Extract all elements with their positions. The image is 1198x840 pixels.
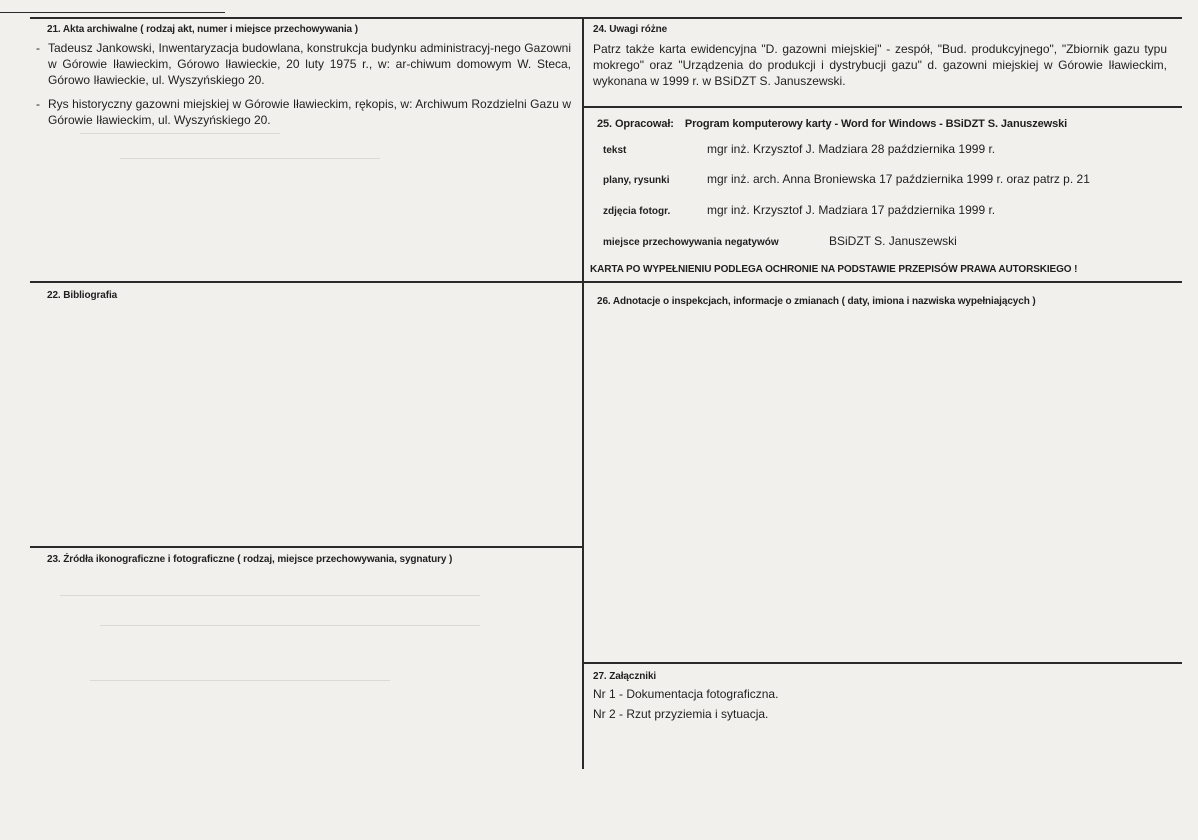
author-row-label: plany, rysunki xyxy=(603,175,670,186)
rule-under-21 xyxy=(30,281,582,283)
author-row-value: BSiDZT S. Januszewski xyxy=(829,234,957,248)
author-row-text xyxy=(603,142,995,156)
author-row-value: mgr inż. Krzysztof J. Madziara 17 października 1999 r. xyxy=(707,203,996,217)
section-26-title: 26. Adnotacje o inspekcjach, informacje o zmianach ( daty, imiona i nazwiska wypełniających ) xyxy=(597,296,1036,307)
attachment-item: Nr 2 - Rzut przyziemia i sytuacja. xyxy=(593,707,769,721)
archival-record-item: - Tadeusz Jankowski, Inwentaryzacja budowlana, konstrukcja budynku administracyj-nego Gazowni w Górowie Iławieckim, Górowo Iławieckie, 20 luty 1975 r., w: ar-chiwum domowym W. Steca, Górowo Iławieckie, ul. Wyszyńskiego 20. xyxy=(36,41,571,87)
section-attachments xyxy=(593,671,1153,722)
rule-under-26 xyxy=(584,662,1182,664)
attachment-item: Nr 1 - Dokumentacja fotograficzna. xyxy=(593,687,779,701)
section-archival-records xyxy=(36,24,571,128)
author-row-value: mgr inż. Krzysztof J. Madziara 28 października 1999 r. xyxy=(707,142,996,156)
rule-under-25 xyxy=(584,281,1182,283)
section-21-title: 21. Akta archiwalne ( rodzaj akt, numer i miejsce przechowywania ) xyxy=(47,24,358,35)
section-25-title: 25. Opracował: xyxy=(597,118,674,130)
section-prepared-by xyxy=(590,118,1177,280)
author-row-drawings xyxy=(603,172,1090,186)
copyright-notice: KARTA PO WYPEŁNIENIU PODLEGA OCHRONIE NA PODSTAWIE PRZEPISÓW PRAWA AUTORSKIEGO ! xyxy=(590,264,1078,275)
author-row-value: mgr inż. arch. Anna Broniewska 17 października 1999 r. oraz patrz p. 21 xyxy=(707,172,1090,186)
author-row-label: miejsce przechowywania negatywów xyxy=(603,237,779,248)
top-rule xyxy=(30,17,1182,19)
archival-record-item: - Rys historyczny gazowni miejskiej w Górowie Iławieckim, rękopis, w: Archiwum Rozdzielni Gazu w Górowie Iławieckim, ul. Wyszyńskiego 20. xyxy=(36,97,571,127)
archival-record-text: Tadeusz Jankowski, Inwentaryzacja budowlana, konstrukcja budynku administracyj-nego Gazowni w Górowie Iławieckim, Górowo Iławieckie, 20 luty 1975 r., w: ar-chiwum domowym W. Steca, Górowo Iławieckie, ul. Wyszyńskiego 20. xyxy=(48,41,571,87)
section-remarks xyxy=(593,24,1167,89)
author-row-label: zdjęcia fotogr. xyxy=(603,206,671,217)
section-27-title: 27. Załączniki xyxy=(593,671,657,682)
section-24-title: 24. Uwagi różne xyxy=(593,24,668,35)
archival-record-text: Rys historyczny gazowni miejskiej w Górowie Iławieckim, rękopis, w: Archiwum Rozdzielni Gazu w Górowie Iławieckim, ul. Wyszyńskiego 20. xyxy=(48,97,571,127)
remarks-text: Patrz także karta ewidencyjna "D. gazowni miejskiej" - zespół, "Bud. produkcyjnego", "Zbiornik gazu typu mokrego" oraz "Urządzenia do produkcji i dystrybucji gazu" d. gazowni miejskiej w Górowie Iławieckim, wykonana w 1999 r. w BSiDZT S. Januszewski. xyxy=(593,42,1167,88)
author-row-label: tekst xyxy=(603,145,627,156)
section-23-title: 23. Źródła ikonograficzne i fotograficzne ( rodzaj, miejsce przechowywania, sygnatury ) xyxy=(47,554,453,565)
rule-under-24 xyxy=(584,106,1182,108)
center-divider xyxy=(582,17,584,769)
bleed-through-mark xyxy=(60,595,480,596)
rule-under-22 xyxy=(30,546,582,548)
author-row-photos xyxy=(603,203,995,217)
bleed-through-mark xyxy=(90,680,390,681)
bleed-through-mark xyxy=(120,158,380,159)
author-row-negatives xyxy=(603,234,957,248)
top-left-short-rule xyxy=(0,12,225,13)
bleed-through-mark xyxy=(100,625,480,626)
section-22-title: 22. Bibliografia xyxy=(47,290,118,301)
bleed-through-mark xyxy=(80,133,280,134)
program-label: Program komputerowy karty - Word for Windows - BSiDZT S. Januszewski xyxy=(684,118,1068,130)
